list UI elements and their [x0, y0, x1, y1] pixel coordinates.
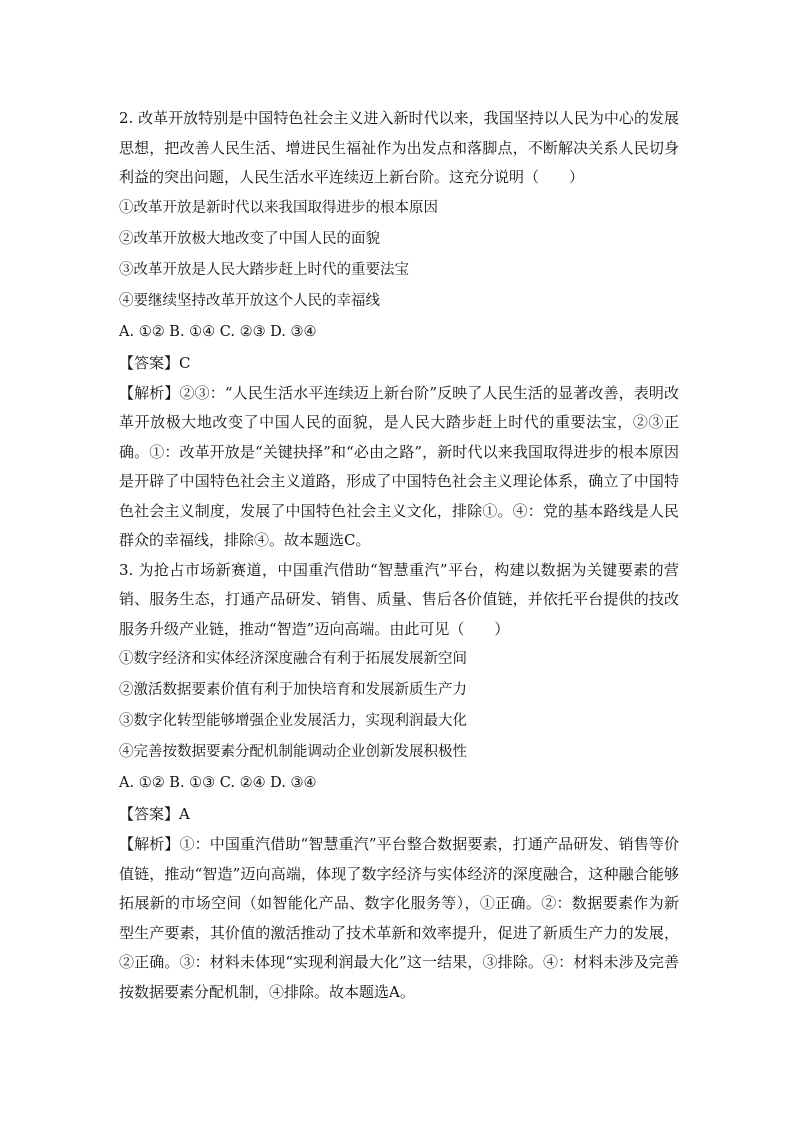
- question-2-choices: A. ①② B. ①④ C. ②③ D. ③④: [119, 323, 317, 340]
- question-2-option-2: ②改革开放极大地改变了中国人民的面貌: [119, 230, 380, 247]
- question-2-option-1: ①改革开放是新时代以来我国取得进步的根本原因: [119, 199, 438, 216]
- question-2-analysis: [119, 379, 679, 556]
- question-2-stem: 2. 改革开放特别是中国特色社会主义进入新时代以来，我国坚持以人民为中心的发展思想，把改善人民生活、增进民生福祉作为出发点和落脚点，不断解决关系人民切身利益的突出问题，人民生活水平连续迈上新台阶。这充分说明（ ）: [119, 109, 679, 186]
- question-2-option-4: ④要继续坚持改革开放这个人民的幸福线: [119, 292, 380, 309]
- question-3-choices: A. ①② B. ①③ C. ②④ D. ③④: [119, 775, 317, 791]
- question-3-option-2: ②激活数据要素价值有利于加快培育和发展新质生产力: [119, 682, 467, 698]
- analysis-text: ①：中国重汽借助“智慧重汽”平台整合数据要素，打通产品研发、销售等价值链，推动“智造”迈向高端，体现了数字经济与实体经济的深度融合，这种融合能够拓展新的市场空间（如智能化产品、数字化服务等），①正确。②：数据要素作为新型生产要素，其价值的激活推动了技术革新和效率提升，促进了新质生产力的发展，②正确。③：材料未体现“实现利润最大化”这一结果，③排除。④：材料未涉及完善按数据要素分配机制，④排除。故本题选A。: [119, 835, 679, 1001]
- analysis-text: ②③：“人民生活水平连续迈上新台阶”反映了人民生活的显著改善，表明改革开放极大地改变了中国人民的面貌，是人民大踏步赶上时代的重要法宝，②③正确。①：改革开放是“关键抉择”和“必由之路”，新时代以来我国取得进步的根本原因是开辟了中国特色社会主义道路，形成了中国特色社会主义理论体系，确立了中国特色社会主义制度，发展了中国特色社会主义文化，排除①。④：党的基本路线是人民群众的幸福线，排除④。故本题选C。: [119, 383, 679, 549]
- question-2-answer: [119, 348, 679, 379]
- question-3-option-4: ④完善按数据要素分配机制能调动企业创新发展积极性: [119, 744, 467, 760]
- page-content: [119, 104, 679, 1007]
- question-3-option-1: ①数字经济和实体经济深度融合有利于拓展发展新空间: [119, 651, 467, 667]
- answer-value: A: [179, 805, 190, 823]
- answer-value: C: [179, 353, 191, 372]
- question-3-stem: 3. 为抢占市场新赛道，中国重汽借助“智慧重汽”平台，构建以数据为关键要素的营销、服务生态，打通产品研发、销售、质量、售后各价值链，并依托平台提供的技改服务升级产业链，推动“智造”迈向高端。由此可见（ ）: [119, 560, 679, 638]
- answer-label: 【答案】: [119, 353, 180, 372]
- analysis-label: 【解析】: [119, 835, 180, 853]
- question-3-answer: [119, 799, 679, 830]
- answer-label: 【答案】: [119, 805, 180, 823]
- question-2-option-3: ③改革开放是人民大踏步赶上时代的重要法宝: [119, 261, 409, 278]
- analysis-label: 【解析】: [119, 383, 180, 402]
- question-3-option-3: ③数字化转型能够增强企业发展活力，实现利润最大化: [119, 713, 467, 729]
- question-3-analysis: [119, 830, 679, 1007]
